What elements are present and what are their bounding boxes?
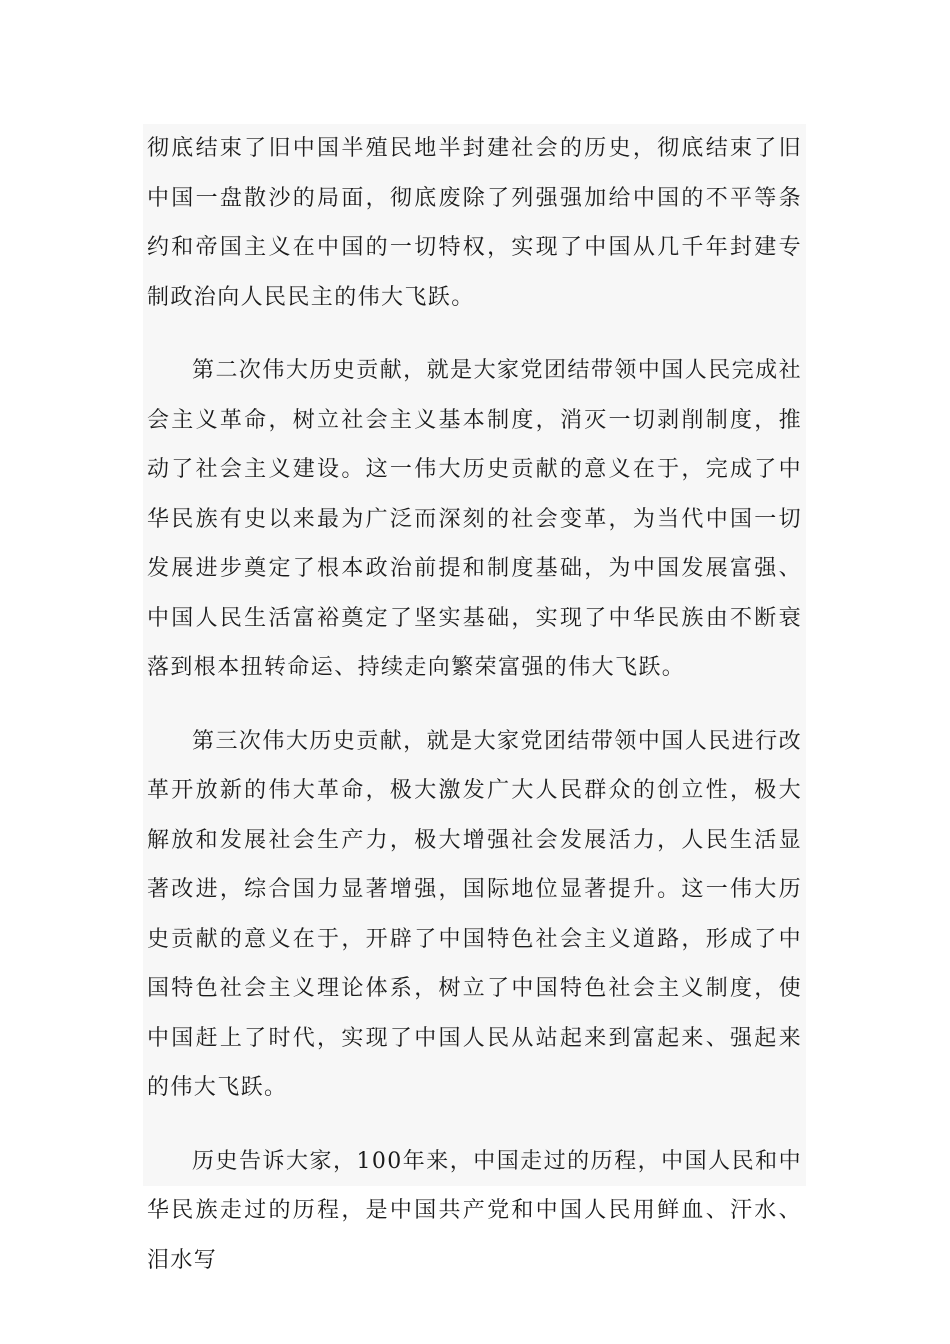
paragraph-4: 历史告诉大家，100年来，中国走过的历程，中国人民和中华民族走过的历程，是中国共产党和中国人民用鲜血、汗水、泪水写	[147, 1148, 802, 1273]
paragraph-1: 彻底结束了旧中国半殖民地半封建社会的历史，彻底结束了旧中国一盘散沙的局面，彻底废除了列强强加给中国的不平等条约和帝国主义在中国的一切特权，实现了中国从几千年封建专制政治向人民民主的伟大飞跃。	[147, 136, 802, 310]
paragraph-gap	[143, 693, 806, 717]
paragraph-3: 第三次伟大历史贡献，就是大家党团结带领中国人民进行改革开放新的伟大革命，极大激发广大人民群众的创立性，极大解放和发展社会生产力，极大增强社会发展活力，人民生活显著改进，综合国力显著增强，国际地位显著提升。这一伟大历史贡献的意义在于，开辟了中国特色社会主义道路，形成了中国特色社会主义理论体系，树立了中国特色社会主义制度，使中国赶上了时代，实现了中国人民从站起来到富起来、强起来的伟大飞跃。	[147, 728, 802, 1100]
paragraph-gap	[143, 1113, 806, 1137]
paragraph-gap	[143, 322, 806, 346]
document-text-block	[143, 124, 806, 1273]
paragraph-2: 第二次伟大历史贡献，就是大家党团结带领中国人民完成社会主义革命，树立社会主义基本制度，消灭一切剥削制度，推动了社会主义建设。这一伟大历史贡献的意义在于，完成了中华民族有史以来最为广泛而深刻的社会变革，为当代中国一切发展进步奠定了根本政治前提和制度基础，为中国发展富强、中国人民生活富裕奠定了坚实基础，实现了中华民族由不断衰落到根本扭转命运、持续走向繁荣富强的伟大飞跃。	[147, 358, 802, 680]
